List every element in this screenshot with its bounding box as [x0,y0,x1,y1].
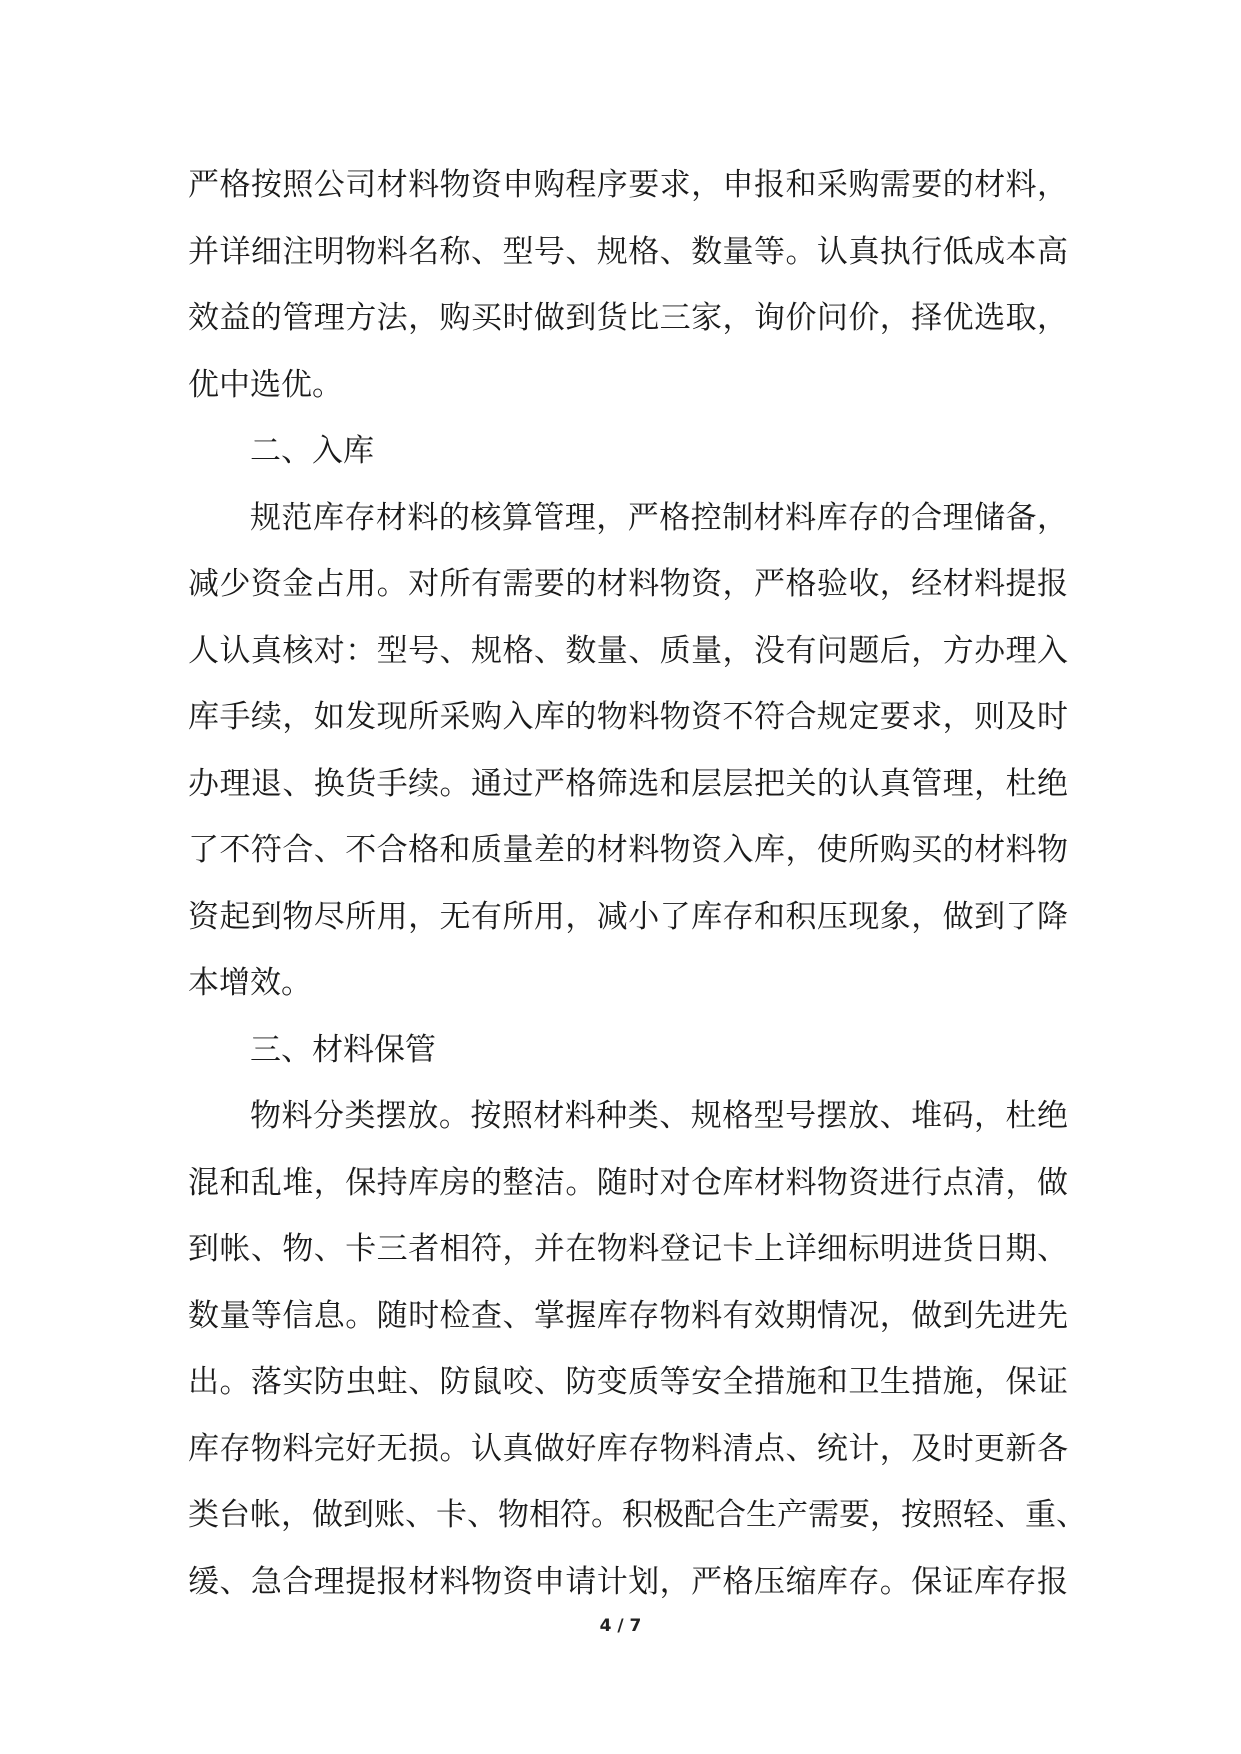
text-line: 资起到物尽所用，无有所用，减小了库存和积压现象，做到了降 [188,898,1068,935]
text-line: 优中选优。 [188,366,343,403]
text-line: 物料分类摆放。按照材料种类、规格型号摆放、堆码，杜绝 [250,1098,1068,1134]
text-line: 效益的管理方法，购买时做到货比三家，询价问价，择优选取， [188,300,1068,336]
text-line: 缓、急合理提报材料物资申请计划，严格压缩库存。保证库存报 [188,1563,1068,1600]
text-line: 减少资金占用。对所有需要的材料物资，严格验收，经材料提报 [188,566,1068,602]
text-line: 规范库存材料的核算管理，严格控制材料库存的合理储备， [250,499,1068,536]
text-line: 库手续，如发现所采购入库的物料物资不符合规定要求，则及时 [188,699,1068,735]
text-line: 办理退、换货手续。通过严格筛选和层层把关的认真管理，杜绝 [188,765,1068,802]
text-line: 严格按照公司材料物资申购程序要求，申报和采购需要的材料， [188,167,1068,203]
text-line: 人认真核对：型号、规格、数量、质量，没有问题后，方办理入 [188,632,1068,669]
text-line: 库存物料完好无损。认真做好库存物料清点、统计，及时更新各 [188,1430,1068,1467]
text-line: 混和乱堆，保持库房的整洁。随时对仓库材料物资进行点清，做 [188,1164,1068,1201]
text-line: 出。落实防虫蛀、防鼠咬、防变质等安全措施和卫生措施，保证 [188,1364,1068,1400]
page-number: 4 / 7 [599,1616,642,1636]
section-heading: 二、入库 [250,433,374,469]
document-body [188,155,1087,1618]
text-line: 数量等信息。随时检查、掌握库存物料有效期情况，做到先进先 [188,1297,1068,1334]
text-line: 到帐、物、卡三者相符，并在物料登记卡上详细标明进货日期、 [188,1231,1068,1267]
text-line: 类台帐，做到账、卡、物相符。积极配合生产需要，按照轻、重、 [188,1497,1087,1533]
text-line: 并详细注明物料名称、型号、规格、数量等。认真执行低成本高 [188,233,1068,270]
section-heading: 三、材料保管 [250,1031,436,1068]
text-line: 了不符合、不合格和质量差的材料物资入库，使所购买的材料物 [188,832,1068,868]
text-line: 本增效。 [188,965,312,1001]
